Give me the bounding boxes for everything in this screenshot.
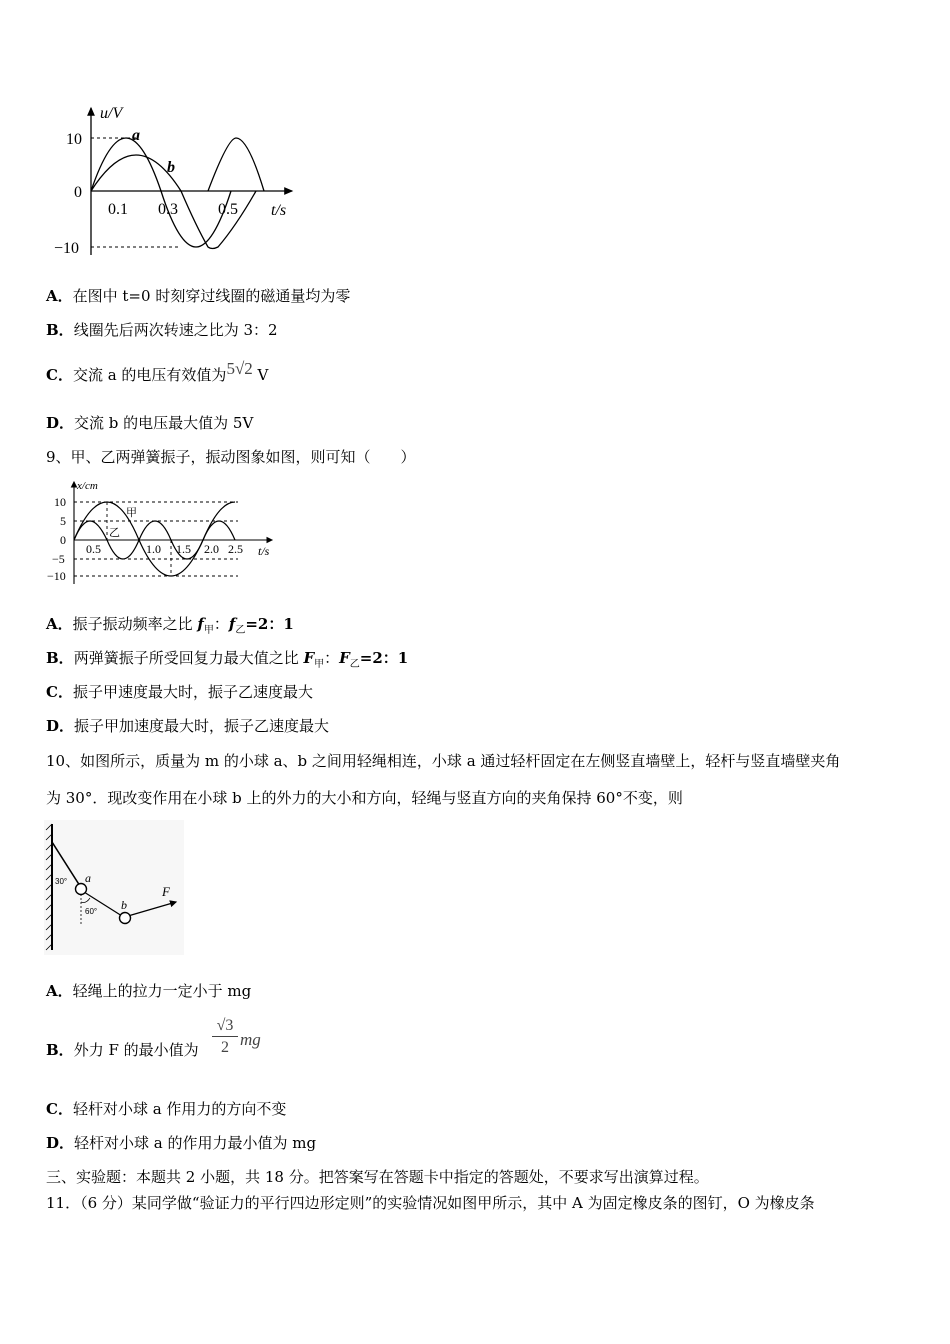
q9-option-d: D．振子甲加速度最大时，振子乙速度最大 xyxy=(46,717,330,735)
q8-option-c: C．交流 a 的电压有效值为5√2 V xyxy=(46,359,269,384)
fraction-sqrt3-over-2: √3 2 xyxy=(212,1016,238,1059)
oscillation-graph xyxy=(46,478,286,588)
label-b: b xyxy=(121,898,127,912)
q8-option-a: A．在图中 t=0 时刻穿过线圈的磁通量均为零 xyxy=(46,287,351,305)
curve-label-jia: 甲 xyxy=(126,506,137,519)
mg-symbol: mg xyxy=(240,1030,261,1049)
curve-jia xyxy=(74,502,235,576)
y-axis-label-cm: x/cm xyxy=(77,480,98,492)
ball-b xyxy=(120,913,131,924)
y-tick: 0 xyxy=(60,533,66,547)
angle-30: 30° xyxy=(55,877,68,886)
q8-option-d: D．交流 b 的电压最大值为 5V xyxy=(46,414,254,432)
q10-option-c: C．轻杆对小球 a 作用力的方向不变 xyxy=(46,1100,287,1118)
q10-option-a: A．轻绳上的拉力一定小于 mg xyxy=(46,982,252,1000)
x-axis-label: t/s xyxy=(271,202,287,219)
x-tick: 2.5 xyxy=(228,542,243,556)
angle-60: 60° xyxy=(85,907,98,916)
y-tick: 10 xyxy=(54,495,66,509)
x-tick: 1.0 xyxy=(146,542,161,556)
curve-a-late xyxy=(208,138,264,191)
curve-label-b: b xyxy=(167,159,175,176)
label-F: F xyxy=(162,884,170,899)
q9-option-b: B．两弹簧振子所受回复力最大值之比 $F_甲$：$F_乙=2$：1 xyxy=(46,649,409,670)
q8-c-math: 5√2 xyxy=(226,359,253,378)
q10-stem-line2: 为 30°．现改变作用在小球 b 上的外力的大小和方向，轻绳与竖直方向的夹角保持 60°不变，则 xyxy=(46,789,683,807)
q8-option-b: B．线圈先后两次转速之比为 3：2 xyxy=(46,321,278,339)
y-tick: 5 xyxy=(60,514,66,528)
q11-stem: 11．（6 分）某同学做“验证力的平行四边形定则”的实验情况如图甲所示，其中 A 为固定橡皮条的图钉，O 为橡皮条 xyxy=(46,1194,815,1212)
q10-option-d: D．轻杆对小球 a 的作用力最小值为 mg xyxy=(46,1134,317,1152)
force-diagram xyxy=(44,820,184,955)
curve-label-a: a xyxy=(132,127,140,144)
curve-label-yi: 乙 xyxy=(109,526,120,539)
q9-option-c: C．振子甲速度最大时，振子乙速度最大 xyxy=(46,683,313,701)
x-tick-0.3: 0.3 xyxy=(158,201,178,218)
y-tick: −5 xyxy=(52,552,65,566)
x-tick: 2.0 xyxy=(204,542,219,556)
y-tick-0: 0 xyxy=(74,184,82,201)
x-tick-0.5: 0.5 xyxy=(218,201,238,218)
y-tick: −10 xyxy=(47,569,66,583)
q9-stem: 9、甲、乙两弹簧振子，振动图象如图，则可知（ ） xyxy=(46,448,416,466)
x-tick-0.1: 0.1 xyxy=(108,201,128,218)
y-tick-10: 10 xyxy=(66,131,82,148)
q9-option-a: A．振子振动频率之比 $f_甲$：$f_乙=2$：1 xyxy=(46,615,294,636)
voltage-time-graph xyxy=(46,100,316,265)
x-tick: 1.5 xyxy=(176,542,191,556)
label-a: a xyxy=(85,871,91,885)
ball-a xyxy=(76,884,87,895)
x-axis-label-s: t/s xyxy=(258,544,270,558)
y-axis-label: u/V xyxy=(100,105,123,122)
y-tick-neg10: −10 xyxy=(54,240,80,257)
section3-heading: 三、实验题：本题共 2 小题，共 18 分。把答案写在答题卡中指定的答题处，不要求写出演算过程。 xyxy=(46,1168,709,1186)
x-tick: 0.5 xyxy=(86,542,101,556)
q10-stem-line1: 10、如图所示，质量为 m 的小球 a、b 之间用轻绳相连，小球 a 通过轻杆固定在左侧竖直墙壁上，轻杆与竖直墙壁夹角 xyxy=(46,752,841,770)
